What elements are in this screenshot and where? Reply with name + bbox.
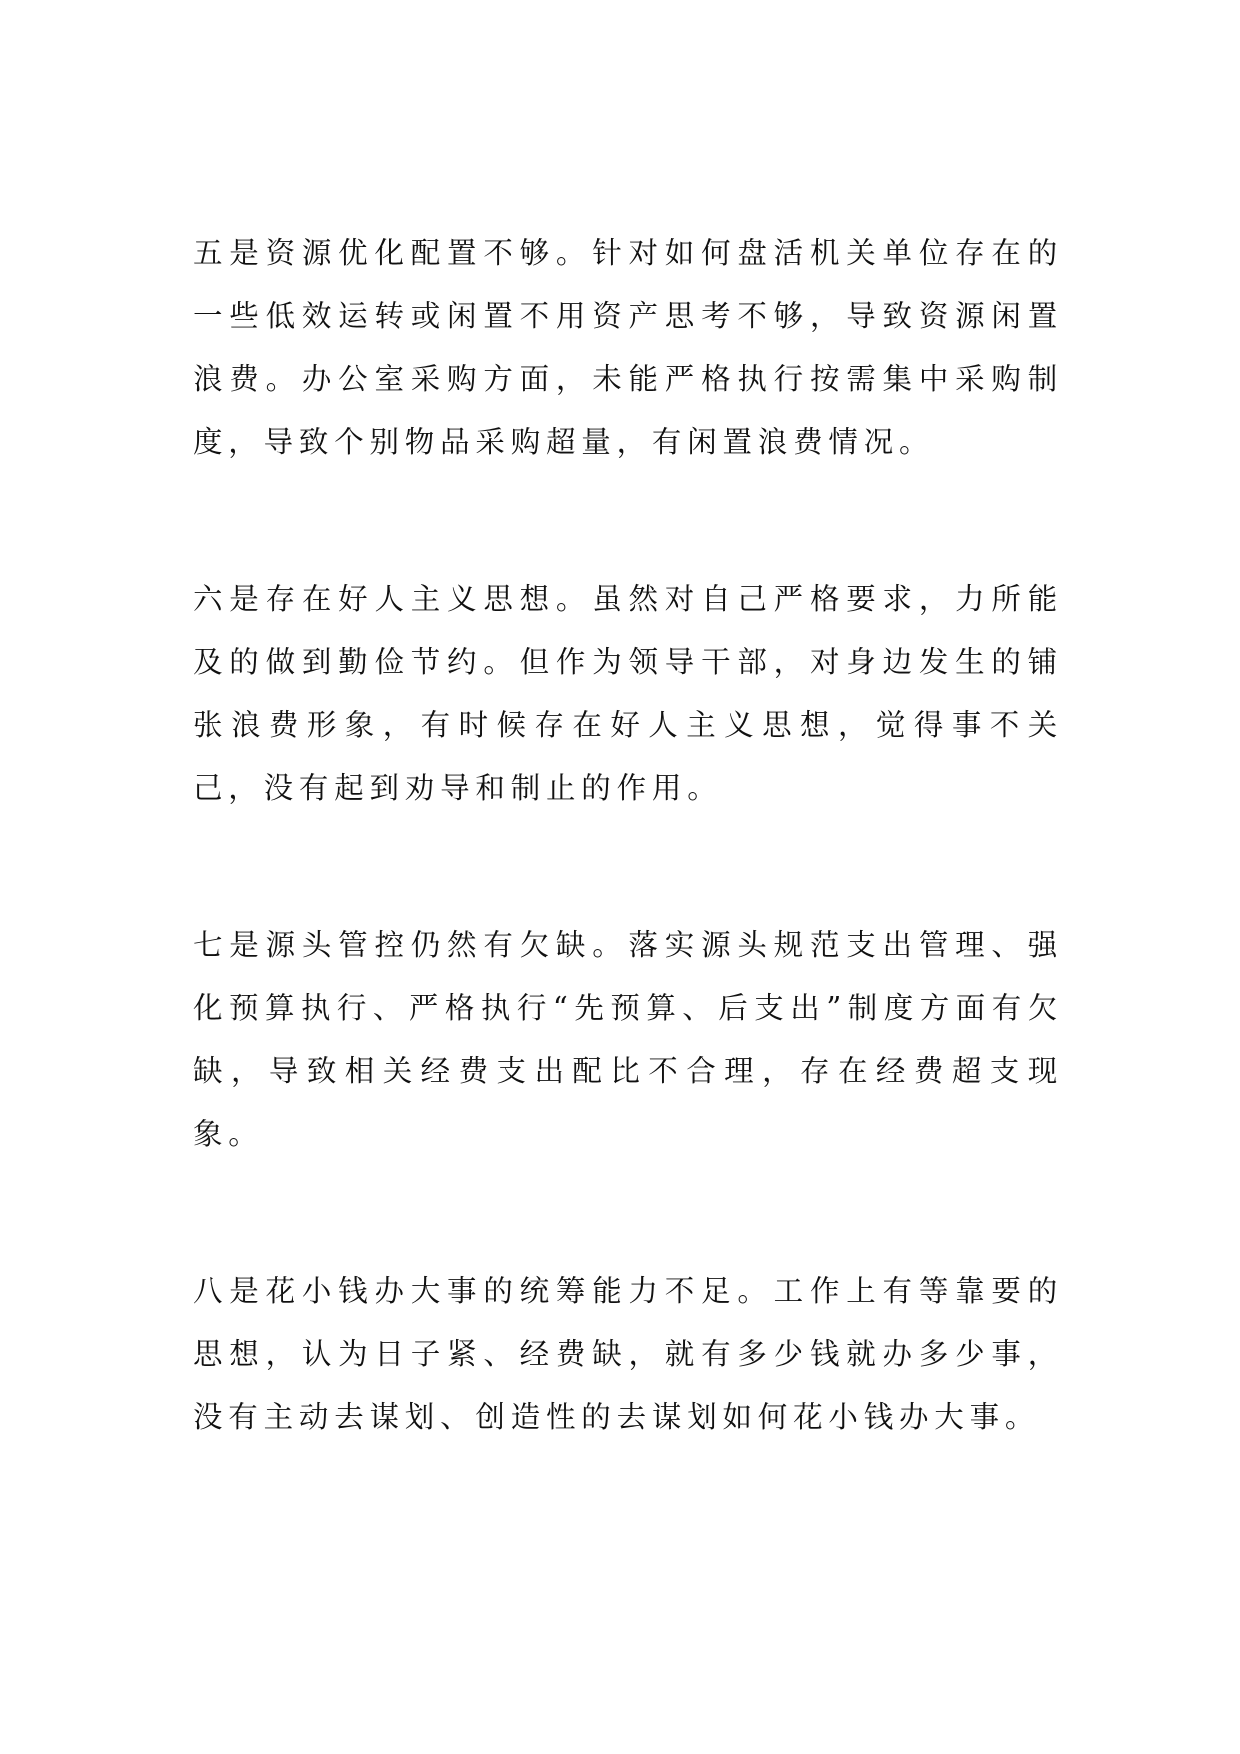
paragraph-7-source-control: 七是源头管控仍然有欠缺。落实源头规范支出管理、强化预算执行、严格执行“先预算、后支出”制度方面有欠缺，导致相关经费支出配比不合理，存在经费超支现象。 <box>193 928 1063 1151</box>
paragraph-6-good-person-mentality: 六是存在好人主义思想。虽然对自己严格要求，力所能及的做到勤俭节约。但作为领导干部，对身边发生的铺张浪费形象，有时候存在好人主义思想，觉得事不关己，没有起到劝导和制止的作用。 <box>193 582 1063 805</box>
paragraph-5-resource-allocation: 五是资源优化配置不够。针对如何盘活机关单位存在的一些低效运转或闲置不用资产思考不够，导致资源闲置浪费。办公室采购方面，未能严格执行按需集中采购制度，导致个别物品采购超量，有闲置浪费情况。 <box>193 236 1063 459</box>
document-body <box>193 222 1063 1449</box>
paragraph-8-coordination-ability: 八是花小钱办大事的统筹能力不足。工作上有等靠要的思想，认为日子紧、经费缺，就有多少钱就办多少事，没有主动去谋划、创造性的去谋划如何花小钱办大事。 <box>193 1274 1063 1434</box>
